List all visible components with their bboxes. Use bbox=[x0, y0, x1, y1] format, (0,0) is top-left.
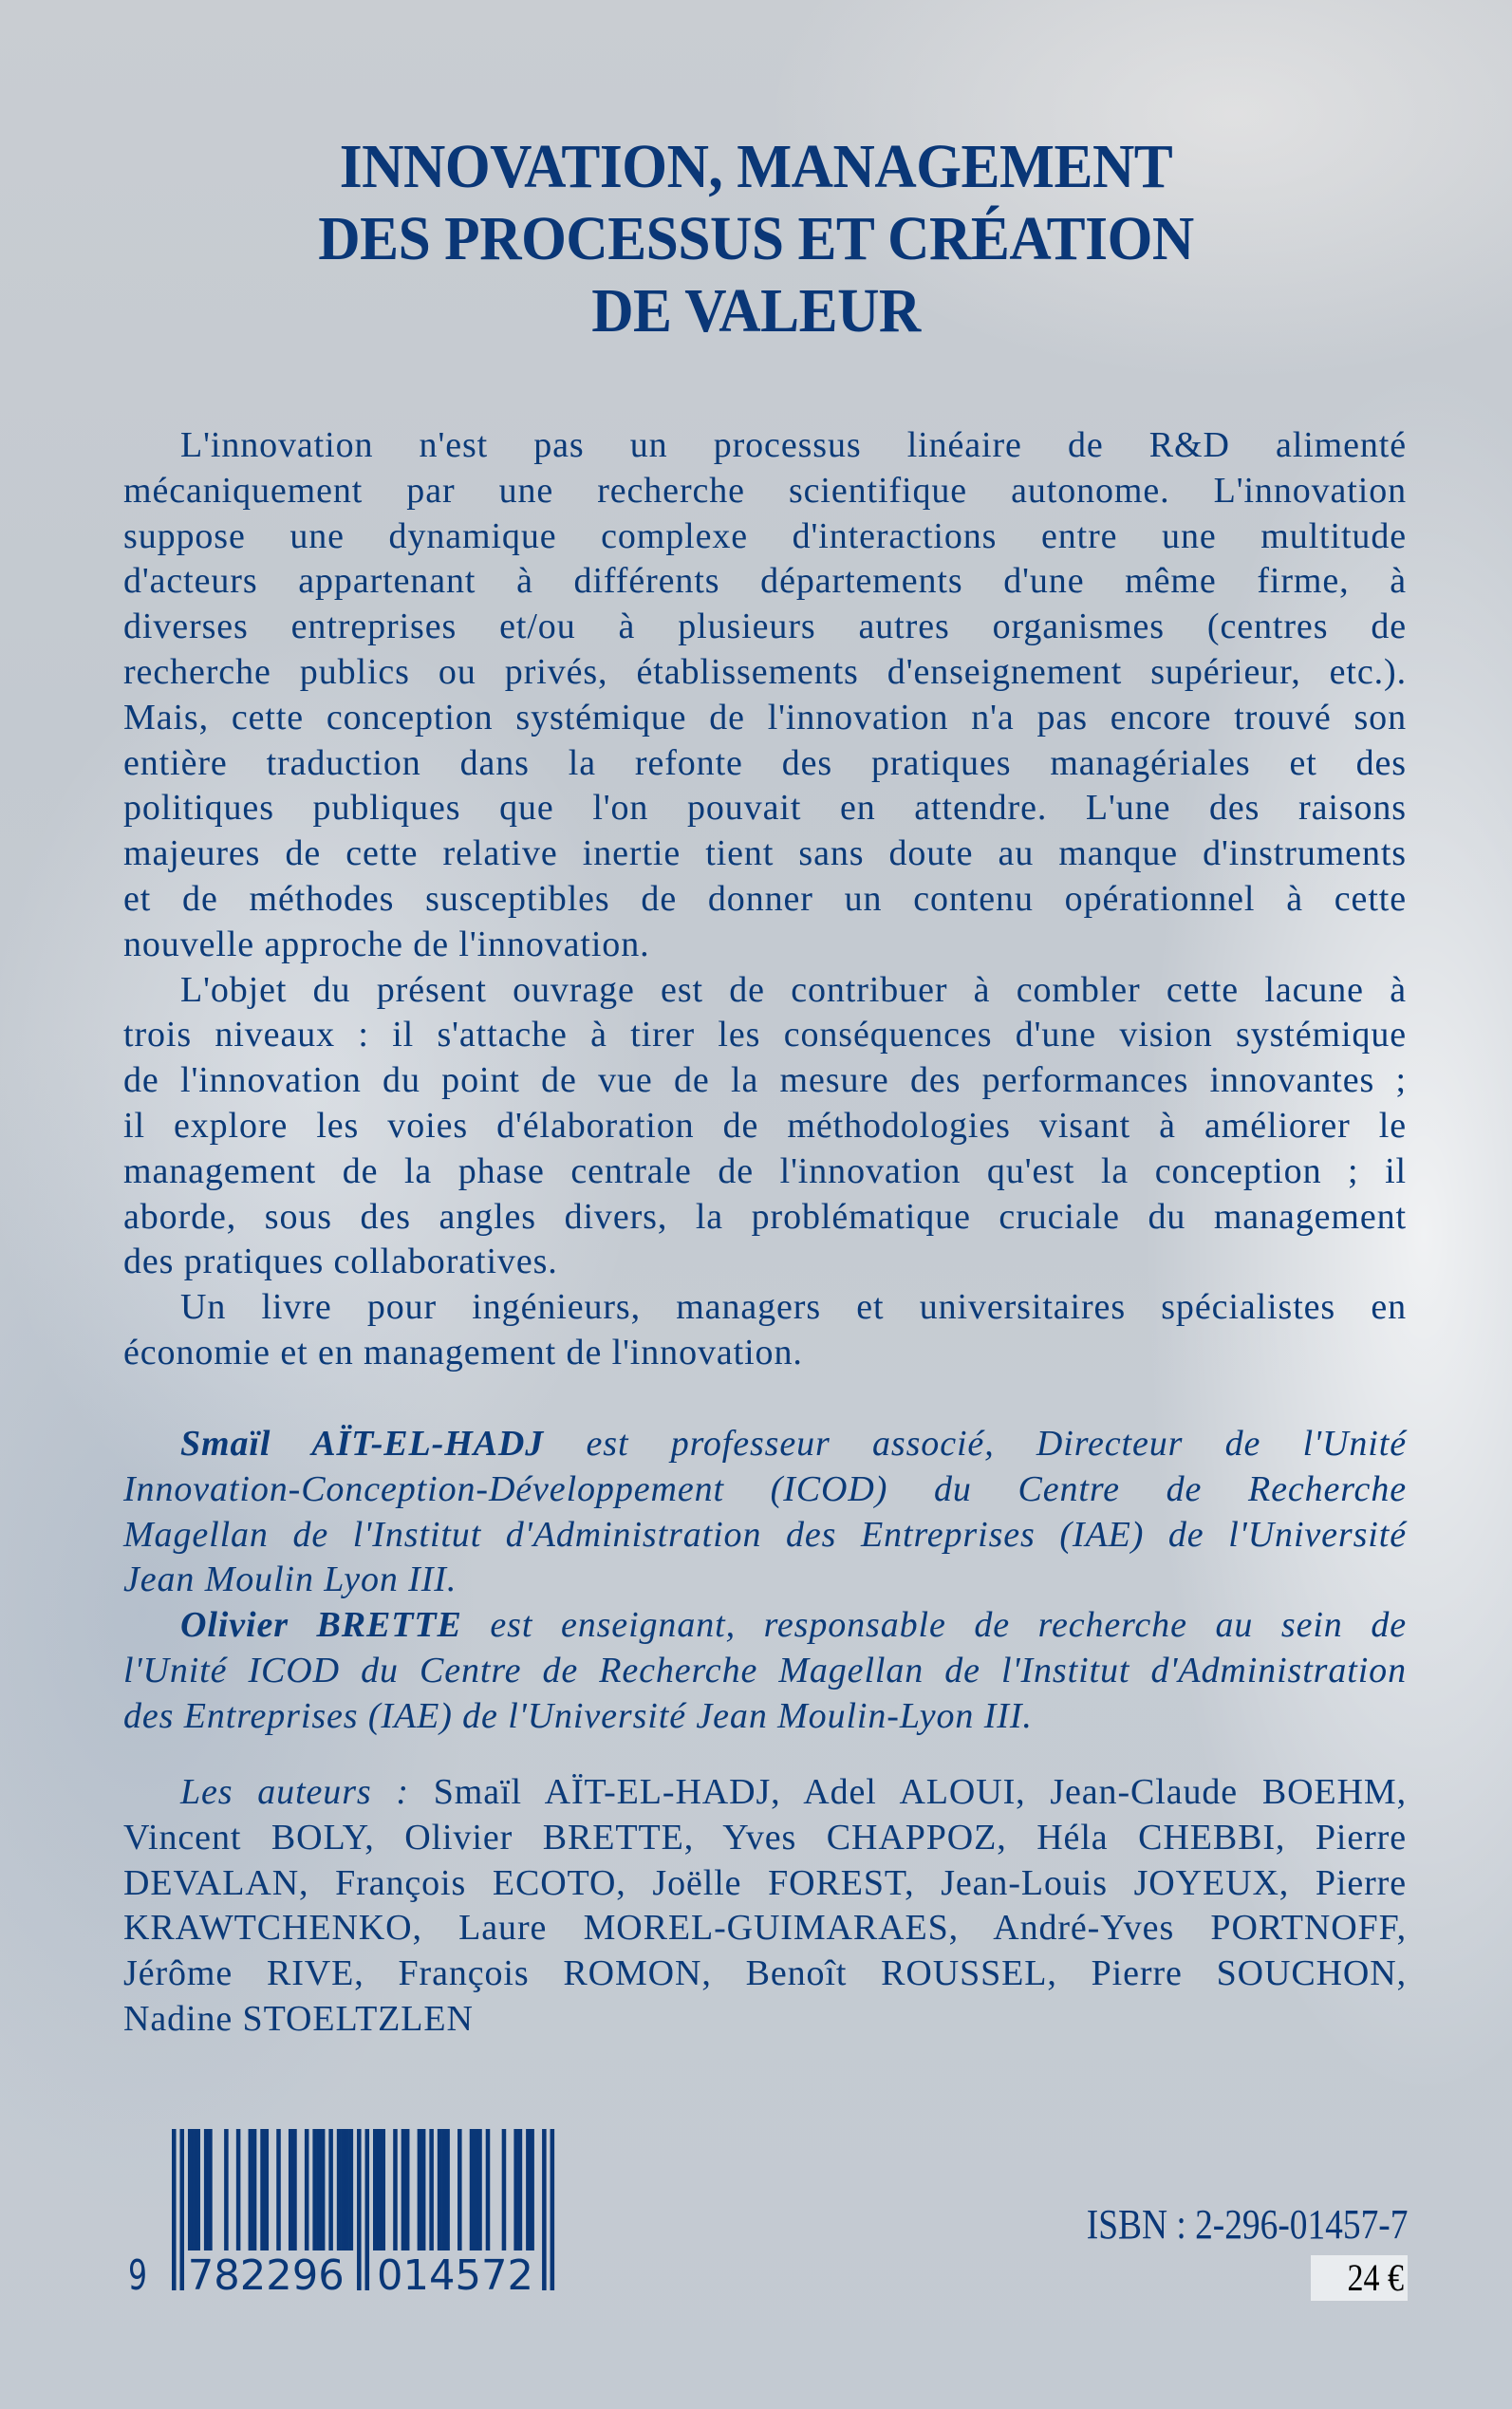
title-line: DE VALEUR bbox=[591, 276, 921, 345]
blurb-line: recherche publics ou privés, établissements d'enseignement supérieur, etc.). bbox=[123, 651, 1407, 692]
barcode-bar bbox=[236, 2129, 241, 2250]
blurb-line: des pratiques collaboratives. bbox=[123, 1242, 558, 1282]
contributors-list bbox=[123, 1770, 1407, 2043]
contributors-line: KRAWTCHENKO, Laure MOREL-GUIMARAES, André-Yves PORTNOFF, bbox=[123, 1908, 1407, 1949]
contributors-line bbox=[123, 1770, 1407, 1816]
blurb-line: entière traduction dans la refonte des pratiques managériales et des bbox=[123, 742, 1407, 783]
barcode-bar bbox=[249, 2129, 253, 2250]
barcode-bar bbox=[196, 2129, 200, 2250]
barcode-bar bbox=[542, 2129, 547, 2290]
bio-line: Jean Moulin Lyon III. bbox=[123, 1559, 457, 1600]
barcode-bar bbox=[337, 2129, 342, 2250]
bio-line: Magellan de l'Institut d'Administration des Entreprises (IAE) de l'Université bbox=[123, 1514, 1407, 1555]
contributors-label: Les auteurs : bbox=[180, 1772, 409, 1812]
barcode-bar bbox=[292, 2129, 297, 2250]
barcode-bar bbox=[502, 2129, 507, 2250]
barcode-digits-left: 782296 bbox=[187, 2251, 345, 2297]
blurb-line: L'objet du présent ouvrage est de contribuer à combler cette lacune à bbox=[180, 969, 1407, 1010]
blurb-line: de l'innovation du point de vue de la mesure des performances innovantes ; bbox=[123, 1060, 1407, 1101]
blurb-line: nouvelle approche de l'innovation. bbox=[123, 924, 650, 964]
blurb-line: économie et en management de l'innovation. bbox=[123, 1332, 803, 1373]
blurb-line: Un livre pour ingénieurs, managers et universitaires spécialistes en bbox=[180, 1287, 1407, 1328]
price: 24 € bbox=[1347, 2256, 1404, 2299]
barcode-bar bbox=[312, 2129, 317, 2250]
barcode-bar bbox=[405, 2129, 410, 2250]
author-name: Olivier BRETTE bbox=[180, 1605, 462, 1646]
title-line: INNOVATION, MANAGEMENT bbox=[339, 132, 1173, 201]
contributors-line: DEVALAN, François ECOTO, Joëlle FOREST, Jean-Louis JOYEUX, Pierre bbox=[123, 1862, 1407, 1903]
bio-line bbox=[123, 1603, 1407, 1649]
barcode-bar bbox=[530, 2129, 534, 2250]
barcode-bar bbox=[445, 2129, 450, 2250]
barcode-bar bbox=[373, 2129, 378, 2250]
barcode-bar bbox=[192, 2129, 196, 2250]
barcode-bar bbox=[470, 2129, 475, 2250]
barcode-bar bbox=[513, 2129, 518, 2250]
barcode-bar bbox=[265, 2129, 270, 2250]
title-line: DES PROCESSUS ET CRÉATION bbox=[318, 204, 1194, 273]
barcode-bar bbox=[276, 2129, 281, 2250]
author-bios bbox=[123, 1422, 1407, 1740]
barcode-bar bbox=[486, 2129, 491, 2250]
barcode-bar bbox=[204, 2129, 209, 2250]
contributors-text: Smaïl AÏT-EL-HADJ, Adel ALOUI, Jean-Claude BOEHM, bbox=[433, 1772, 1407, 1812]
barcode-bar bbox=[317, 2129, 322, 2250]
barcode-bar bbox=[305, 2129, 309, 2250]
blurb-line: diverses entreprises et/ou à plusieurs autres organismes (centres de bbox=[123, 607, 1407, 647]
bio-text: est enseignant, responsable de recherche au sein de bbox=[490, 1605, 1407, 1646]
blurb bbox=[123, 423, 1407, 1376]
barcode-bar bbox=[441, 2129, 446, 2250]
barcode-bar bbox=[393, 2129, 398, 2250]
barcode-bar bbox=[349, 2129, 354, 2250]
barcode-bar bbox=[401, 2129, 406, 2250]
blurb-line: suppose une dynamique complexe d'interactions entre une multitude bbox=[123, 515, 1407, 556]
barcode-bar bbox=[457, 2129, 462, 2250]
barcode-bar bbox=[518, 2129, 523, 2250]
barcode-bar bbox=[365, 2129, 370, 2290]
blurb-line: L'innovation n'est pas un processus linéaire de R&D alimenté bbox=[180, 425, 1407, 465]
blurb-line: mécaniquement par une recherche scientifique autonome. L'innovation bbox=[123, 470, 1407, 511]
bio-line: des Entreprises (IAE) de l'Université Jean Moulin-Lyon III. bbox=[123, 1695, 1033, 1736]
barcode-bar bbox=[345, 2129, 349, 2250]
barcode-bar bbox=[208, 2129, 213, 2250]
barcode-bar bbox=[418, 2129, 422, 2250]
barcode-bar bbox=[551, 2129, 555, 2290]
contributors-line: Jérôme RIVE, François ROMON, Benoît ROUSSEL, Pierre SOUCHON, bbox=[123, 1953, 1407, 1994]
blurb-line: il explore les voies d'élaboration de méthodologies visant à améliorer le bbox=[123, 1105, 1407, 1146]
contributors-line: Nadine STOELTZLEN bbox=[123, 1998, 474, 2039]
contributors-line: Vincent BOLY, Olivier BRETTE, Yves CHAPPOZ, Héla CHEBBI, Pierre bbox=[123, 1817, 1407, 1858]
barcode-bar bbox=[438, 2129, 442, 2250]
barcode-bar bbox=[252, 2129, 257, 2250]
blurb-line: aborde, sous des angles divers, la problématique cruciale du management bbox=[123, 1196, 1407, 1237]
barcode-bar bbox=[429, 2129, 434, 2250]
barcode-bar bbox=[357, 2129, 362, 2290]
barcode-bar bbox=[421, 2129, 426, 2250]
isbn: ISBN : 2-296-01457-7 bbox=[1086, 2201, 1408, 2248]
blurb-line: management de la phase centrale de l'innovation qu'est la conception ; il bbox=[123, 1150, 1407, 1191]
barcode-bar bbox=[224, 2129, 229, 2250]
barcode-bar bbox=[477, 2129, 482, 2250]
blurb-line: trois niveaux : il s'attache à tirer les conséquences d'une vision systémique bbox=[123, 1015, 1407, 1055]
barcode-digit: 9 bbox=[128, 2251, 147, 2297]
blurb-line: politiques publiques que l'on pouvait en attendre. L'une des raisons bbox=[123, 788, 1407, 829]
barcode-bar bbox=[474, 2129, 478, 2250]
bio-line: Innovation-Conception-Développement (ICOD) du Centre de Recherche bbox=[123, 1468, 1407, 1509]
blurb-line: d'acteurs appartenant à différents départements d'une même firme, à bbox=[123, 561, 1407, 602]
blurb-line: et de méthodes susceptibles de donner un contenu opérationnel à cette bbox=[123, 878, 1407, 919]
barcode-bar bbox=[289, 2129, 293, 2250]
barcode-bar bbox=[321, 2129, 326, 2250]
barcode-bar bbox=[172, 2129, 177, 2290]
blurb-line: majeures de cette relative inertie tient sans doute au manque d'instruments bbox=[123, 833, 1407, 874]
price-tag bbox=[1311, 2255, 1408, 2301]
barcode bbox=[123, 2126, 569, 2297]
barcode-bar bbox=[260, 2129, 265, 2250]
bio-line: l'Unité ICOD du Centre de Recherche Magellan de l'Institut d'Administration bbox=[123, 1650, 1407, 1690]
barcode-bar bbox=[179, 2129, 184, 2290]
barcode-bar bbox=[526, 2129, 531, 2250]
barcode-bar bbox=[188, 2129, 193, 2250]
bio-text: est professeur associé, Directeur de l'Unité bbox=[586, 1424, 1407, 1464]
author-name: Smaïl AÏT-EL-HADJ bbox=[180, 1424, 545, 1464]
blurb-line: Mais, cette conception systémique de l'innovation n'a pas encore trouvé son bbox=[123, 697, 1407, 738]
book-title bbox=[0, 131, 1512, 347]
barcode-bar bbox=[341, 2129, 345, 2250]
barcode-bar bbox=[328, 2129, 333, 2250]
bio-line bbox=[123, 1422, 1407, 1467]
barcode-bar bbox=[381, 2129, 385, 2250]
barcode-bar bbox=[377, 2129, 382, 2250]
barcode-digits-right: 014572 bbox=[377, 2251, 533, 2297]
